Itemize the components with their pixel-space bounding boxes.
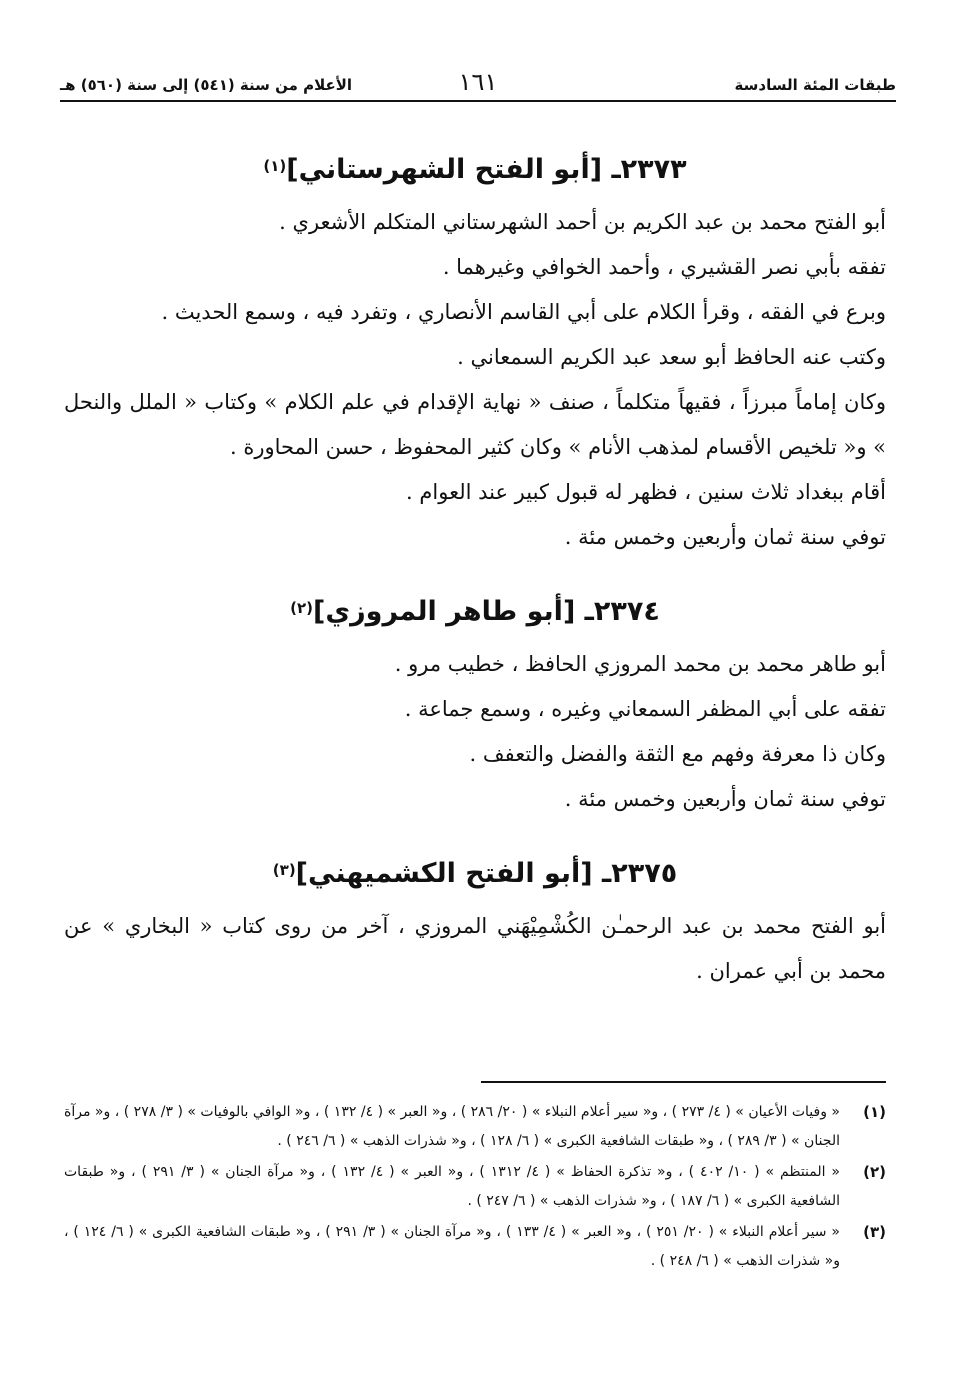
footnote-number: (١) [863,1103,886,1121]
entry-paragraph: وكان ذا معرفة وفهم مع الثقة والفضل والتعفف . [469,742,886,766]
footnote-ref[interactable]: (٢) [290,599,314,617]
footnote [64,1158,886,1216]
footnote-text: « المنتظم » ( ١٠/ ٤٠٢ ) ، و« تذكرة الحفاظ » ( ٤/ ١٣١٢ ) ، و« العبر » ( ٤/ ١٣٢ ) ، و« مرآة الجنان » ( ٣/ ٢٩١ ) ، و« طبقات الشافعية الكبرى » ( ٦/ ١٨٧ ) ، و« شذرات الذهب » ( ٦/ ٢٤٧ ) . [64,1164,840,1209]
entry-paragraph: أبو الفتح محمد بن عبد الكريم بن أحمد الشهرستاني المتكلم الأشعري . [279,210,886,234]
entry-paragraph: أقام ببغداد ثلاث سنين ، فظهر له قبول كبير عند العوام . [406,480,886,504]
entry-heading [64,592,886,632]
entry-paragraph: وكان إماماً مبرزاً ، فقيهاً متكلماً ، صنف « نهاية الإقدام في علم الكلام » وكتاب « الملل والنحل » و« تلخيص الأقسام لمذهب الأنام » وكان كثير المحفوظ ، حسن المحاورة . [64,390,886,459]
footnote-ref[interactable]: (١) [263,157,287,175]
entry-title: ٢٣٧٥ـ [أبو الفتح الكشميهني] [295,858,678,889]
footnote-ref[interactable]: (٣) [272,861,296,879]
entry-paragraph: توفي سنة ثمان وأربعين وخمس مئة . [564,525,886,549]
entry-paragraph: تفقه على أبي المظفر السمعاني وغيره ، وسمع جماعة . [404,697,886,721]
entry-paragraph: أبو الفتح محمد بن عبد الرحمـٰن الكُشْمِيْهَني المروزي ، آخر من روى كتاب « البخاري » عن محمد بن أبي عمران . [64,914,886,983]
entry-title: ٢٣٧٣ـ [أبو الفتح الشهرستاني] [286,154,687,185]
footnote-number: (٢) [863,1163,886,1181]
entry-paragraph: توفي سنة ثمان وأربعين وخمس مئة . [564,787,886,811]
footnote-text: « سير أعلام النبلاء » ( ٢٠/ ٢٥١ ) ، و« العبر » ( ٤/ ١٣٣ ) ، و« مرآة الجنان » ( ٣/ ٢٩١ ) ، و« طبقات الشافعية الكبرى » ( ٦/ ١٢٤ ) ، و« شذرات الذهب » ( ٦/ ٢٤٨ ) . [64,1224,840,1269]
main-text [64,150,886,994]
entry-paragraph: أبو طاهر محمد بن محمد المروزي الحافظ ، خطيب مرو . [394,652,886,676]
entry-paragraph: وبرع في الفقه ، وقرأ الكلام على أبي القاسم الأنصاري ، وتفرد فيه ، وسمع الحديث . [161,300,886,324]
entry-paragraph: وكتب عنه الحافظ أبو سعد عبد الكريم السمعاني . [457,345,886,369]
entry-title: ٢٣٧٤ـ [أبو طاهر المروزي] [313,596,660,627]
header-period-title: الأعلام من سنة (٥٤١) إلى سنة (٥٦٠) هـ [60,76,353,94]
footnote-number: (٣) [863,1223,886,1241]
entry-paragraph: تفقه بأبي نصر القشيري ، وأحمد الخوافي وغيرهما . [442,255,886,279]
entry-heading [64,150,886,190]
footnote [64,1218,886,1276]
footnotes [64,1098,886,1278]
footnote [64,1098,886,1156]
page-number: ١٦١ [458,68,498,96]
header-section-title: طبقات المئة السادسة [734,76,896,94]
running-header [60,60,896,102]
footnote-divider [481,1081,886,1083]
footnote-text: « وفيات الأعيان » ( ٤/ ٢٧٣ ) ، و« سير أعلام النبلاء » ( ٢٠/ ٢٨٦ ) ، و« العبر » ( ٤/ ١٣٢ ) ، و« الوافي بالوفيات » ( ٣/ ٢٧٨ ) ، و« مرآة الجنان » ( ٣/ ٢٨٩ ) ، و« طبقات الشافعية الكبرى » ( ٦/ ١٢٨ ) ، و« شذرات الذهب » ( ٦/ ٢٤٦ ) . [64,1104,840,1149]
entry-heading [64,854,886,894]
